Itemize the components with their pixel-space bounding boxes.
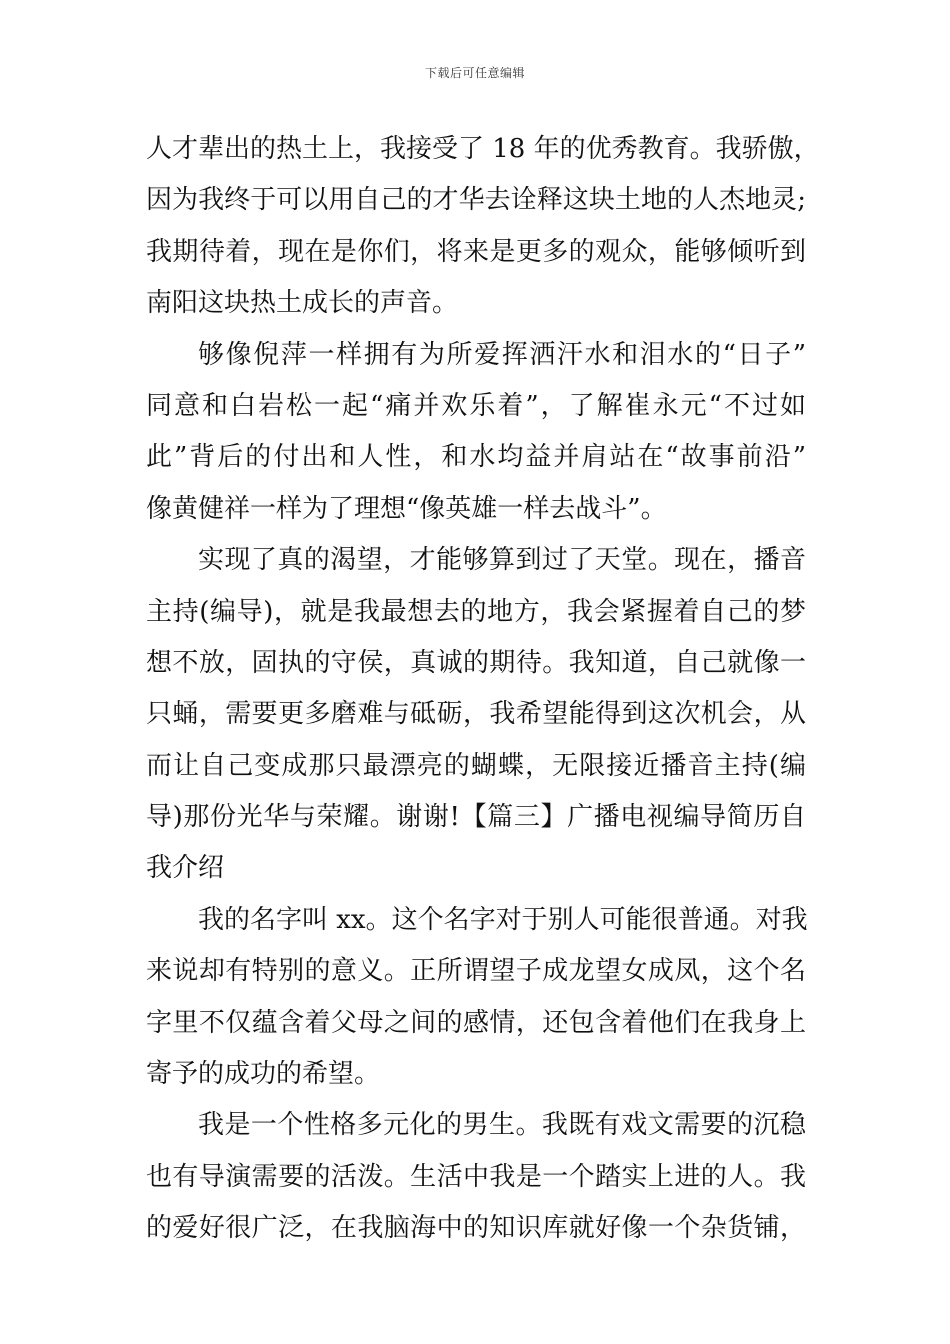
text-line: 而让自己变成那只最漂亮的蝴蝶，无限接近播音主持(编: [146, 750, 806, 781]
paragraph: [146, 330, 806, 536]
text-line: 同意和白岩松一起“痛并欢乐着”，了解崔永元“不过如: [146, 390, 806, 421]
paragraph: [146, 124, 820, 330]
paragraph: [146, 1100, 806, 1254]
text-line: 像黄健祥一样为了理想“像英雄一样去战斗”。: [146, 493, 667, 524]
text-line: 实现了真的渴望，才能够算到过了天堂。现在，播音: [198, 545, 806, 576]
text-line: 我介绍: [146, 853, 225, 884]
paragraph: [146, 895, 806, 1101]
text-line: 我是一个性格多元化的男生。我既有戏文需要的沉稳: [198, 1110, 806, 1141]
text-line: 我期待着，现在是你们，将来是更多的观众，能够倾听到: [146, 236, 806, 267]
text-line: 导)那份光华与荣耀。谢谢!【篇三】广播电视编导简历自: [146, 802, 806, 833]
text-line: 字里不仅蕴含着父母之间的感情，还包含着他们在我身上: [146, 1007, 806, 1038]
text-line: 此”背后的付出和人性，和水均益并肩站在“故事前沿”: [146, 442, 806, 473]
text-line: 人才辈出的热土上，我接受了 18 年的优秀教育。我骄傲，: [146, 134, 820, 164]
page-header: 下载后可任意编辑: [424, 66, 525, 80]
document-body: [146, 124, 820, 1255]
text-line: 主持(编导)，就是我最想去的地方，我会紧握着自己的梦: [146, 596, 806, 627]
text-line: 只蛹，需要更多磨难与砥砺，我希望能得到这次机会，从: [146, 699, 806, 730]
text-line: 来说却有特别的意义。正所谓望子成龙望女成凤，这个名: [146, 956, 806, 987]
text-line: 够像倪萍一样拥有为所爱挥洒汗水和泪水的“日子”: [198, 339, 806, 370]
text-line: 因为我终于可以用自己的才华去诠释这块土地的人杰地灵;: [146, 185, 806, 216]
text-line: 寄予的成功的希望。: [146, 1059, 381, 1090]
text-line: 也有导演需要的活泼。生活中我是一个踏实上进的人。我: [146, 1161, 806, 1192]
text-line: 想不放，固执的守侯，真诚的期待。我知道，自己就像一: [146, 647, 806, 678]
paragraph: [146, 535, 806, 895]
text-line: 我的名字叫 xx。这个名字对于别人可能很普通。对我: [198, 904, 808, 935]
text-line: 的爱好很广泛，在我脑海中的知识库就好像一个杂货铺，: [146, 1213, 806, 1244]
text-line: 南阳这块热土成长的声音。: [146, 288, 459, 319]
